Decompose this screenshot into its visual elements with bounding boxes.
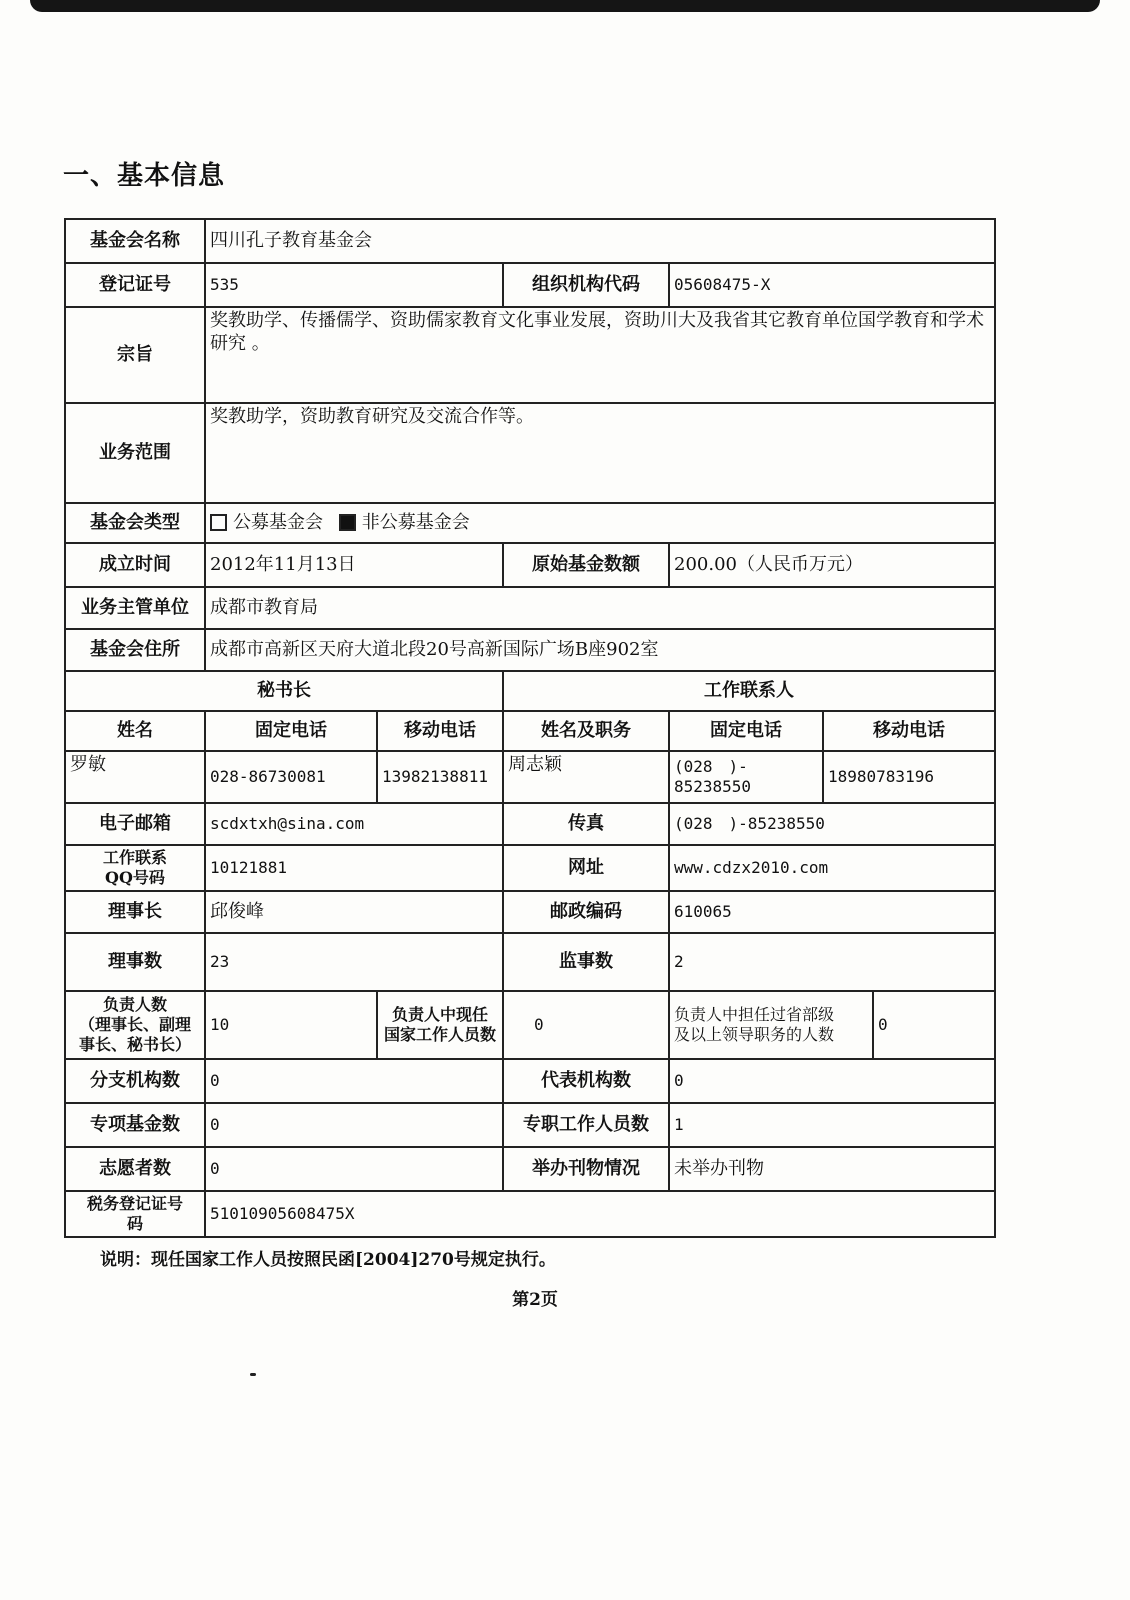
chairman-value: 邱俊峰: [205, 891, 503, 933]
special-funds-value: 0: [205, 1103, 503, 1147]
business-scope-value: 奖教助学，资助教育研究及交流合作等。: [205, 403, 995, 503]
section-title: 一、基本信息: [63, 161, 226, 191]
tax-registration-line1: 税务登记证号: [86, 1194, 183, 1213]
nonpublic-checkbox-icon: [339, 514, 356, 531]
former-leaders-value: 0: [873, 991, 995, 1059]
leaders-label: [65, 991, 205, 1059]
secretary-mobile: 13982138811: [377, 751, 503, 803]
publications-value: 未举办刊物: [669, 1147, 995, 1191]
row-tax-registration: [65, 1191, 995, 1237]
row-address: [65, 629, 995, 671]
chairman-label: 理事长: [65, 891, 205, 933]
supervisor-value: 成都市教育局: [205, 587, 995, 629]
row-special-funds: [65, 1103, 995, 1147]
current-staff-line2: 国家工作人员数: [383, 1025, 496, 1044]
public-checkbox-icon: [210, 514, 227, 531]
fulltime-staff-value: 1: [669, 1103, 995, 1147]
leaders-label-line3: 事长、秘书长）: [78, 1035, 191, 1054]
scan-speck: [250, 1373, 256, 1376]
tax-registration-value: 51010905608475X: [205, 1191, 995, 1237]
contact-phone-line2: 85238550: [674, 777, 752, 796]
basic-info-table: [64, 218, 996, 1238]
former-leaders-label: [669, 991, 873, 1059]
contact-phone-col: 固定电话: [669, 711, 823, 751]
established-label: 成立时间: [65, 543, 205, 587]
footnote: 说明：现任国家工作人员按照民函[2004]270号规定执行。: [100, 1250, 556, 1270]
row-volunteers: [65, 1147, 995, 1191]
public-option-label: 公募基金会: [233, 511, 323, 533]
contact-name: 周志颖: [503, 751, 669, 803]
contact-name-col: 姓名及职务: [503, 711, 669, 751]
scan-top-edge: [30, 0, 1100, 12]
established-value: 2012年11月13日: [205, 543, 503, 587]
contact-phone-line1: (028 )-: [674, 757, 748, 776]
email-label: 电子邮箱: [65, 803, 205, 845]
contact-mobile-col: 移动电话: [823, 711, 995, 751]
directors-label: 理事数: [65, 933, 205, 991]
volunteers-value: 0: [205, 1147, 503, 1191]
row-supervisor: [65, 587, 995, 629]
tax-registration-line2: 码: [126, 1214, 143, 1233]
registration-label: 登记证号: [65, 263, 205, 307]
qq-value: 10121881: [205, 845, 503, 891]
fulltime-staff-label: 专职工作人员数: [503, 1103, 669, 1147]
row-purpose: [65, 307, 995, 403]
contact-header: 工作联系人: [503, 671, 995, 711]
postcode-label: 邮政编码: [503, 891, 669, 933]
nonpublic-option-label: 非公募基金会: [361, 511, 470, 533]
org-code-value: 05608475-X: [669, 263, 995, 307]
qq-label: [65, 845, 205, 891]
supervisors-label: 监事数: [503, 933, 669, 991]
volunteers-label: 志愿者数: [65, 1147, 205, 1191]
postcode-value: 610065: [669, 891, 995, 933]
address-label: 基金会住所: [65, 629, 205, 671]
row-leaders: [65, 991, 995, 1059]
business-scope-label: 业务范围: [65, 403, 205, 503]
purpose-label: 宗旨: [65, 307, 205, 403]
leaders-value: 10: [205, 991, 377, 1059]
secretary-mobile-col: 移动电话: [377, 711, 503, 751]
current-staff-label: [377, 991, 503, 1059]
row-registration: [65, 263, 995, 307]
fund-value: 200.00（人民币万元）: [669, 543, 995, 587]
row-email: [65, 803, 995, 845]
foundation-type-label: 基金会类型: [65, 503, 205, 543]
fund-label: 原始基金数额: [503, 543, 669, 587]
row-people-columns: [65, 711, 995, 751]
fax-label: 传真: [503, 803, 669, 845]
qq-label-line1: 工作联系: [102, 848, 167, 867]
purpose-value: 奖教助学、传播儒学、资助儒家教育文化事业发展，资助川大及我省其它教育单位国学教育和学术研究 。: [205, 307, 995, 403]
row-foundation-type: [65, 503, 995, 543]
former-leaders-line1: 负责人中担任过省部级: [674, 1005, 835, 1024]
row-directors: [65, 933, 995, 991]
row-established: [65, 543, 995, 587]
secretary-phone-col: 固定电话: [205, 711, 377, 751]
org-code-label: 组织机构代码: [503, 263, 669, 307]
secretary-name: 罗敏: [65, 751, 205, 803]
row-branches: [65, 1059, 995, 1103]
leaders-label-line1: 负责人数: [102, 995, 167, 1014]
address-value: 成都市高新区天府大道北段20号高新国际广场B座902室: [205, 629, 995, 671]
row-people-values: [65, 751, 995, 803]
special-funds-label: 专项基金数: [65, 1103, 205, 1147]
former-leaders-line2: 及以上领导职务的人数: [674, 1025, 835, 1044]
qq-label-line2: QQ号码: [105, 868, 165, 887]
secretary-name-col: 姓名: [65, 711, 205, 751]
rep-offices-value: 0: [669, 1059, 995, 1103]
row-chairman: [65, 891, 995, 933]
foundation-type-options: [205, 503, 995, 543]
rep-offices-label: 代表机构数: [503, 1059, 669, 1103]
foundation-name-label: 基金会名称: [65, 219, 205, 263]
tax-registration-label: [65, 1191, 205, 1237]
contact-phone: [669, 751, 823, 803]
leaders-label-line2: （理事长、副理: [78, 1015, 191, 1034]
registration-value: 535: [205, 263, 503, 307]
website-value: www.cdzx2010.com: [669, 845, 995, 891]
current-staff-line1: 负责人中现任: [391, 1005, 488, 1024]
email-value: scdxtxh@sina.com: [205, 803, 503, 845]
publications-label: 举办刊物情况: [503, 1147, 669, 1191]
page-number: 第2页: [512, 1290, 558, 1310]
supervisor-label: 业务主管单位: [65, 587, 205, 629]
contact-mobile: 18980783196: [823, 751, 995, 803]
secretary-phone: 028-86730081: [205, 751, 377, 803]
branches-label: 分支机构数: [65, 1059, 205, 1103]
branches-value: 0: [205, 1059, 503, 1103]
row-qq: [65, 845, 995, 891]
secretary-header: 秘书长: [65, 671, 503, 711]
foundation-name-value: 四川孔子教育基金会: [205, 219, 995, 263]
row-foundation-name: [65, 219, 995, 263]
directors-value: 23: [205, 933, 503, 991]
row-business-scope: [65, 403, 995, 503]
website-label: 网址: [503, 845, 669, 891]
supervisors-value: 2: [669, 933, 995, 991]
fax-value: (028 )-85238550: [669, 803, 995, 845]
current-staff-value: 0: [503, 991, 669, 1059]
row-people-headers: [65, 671, 995, 711]
